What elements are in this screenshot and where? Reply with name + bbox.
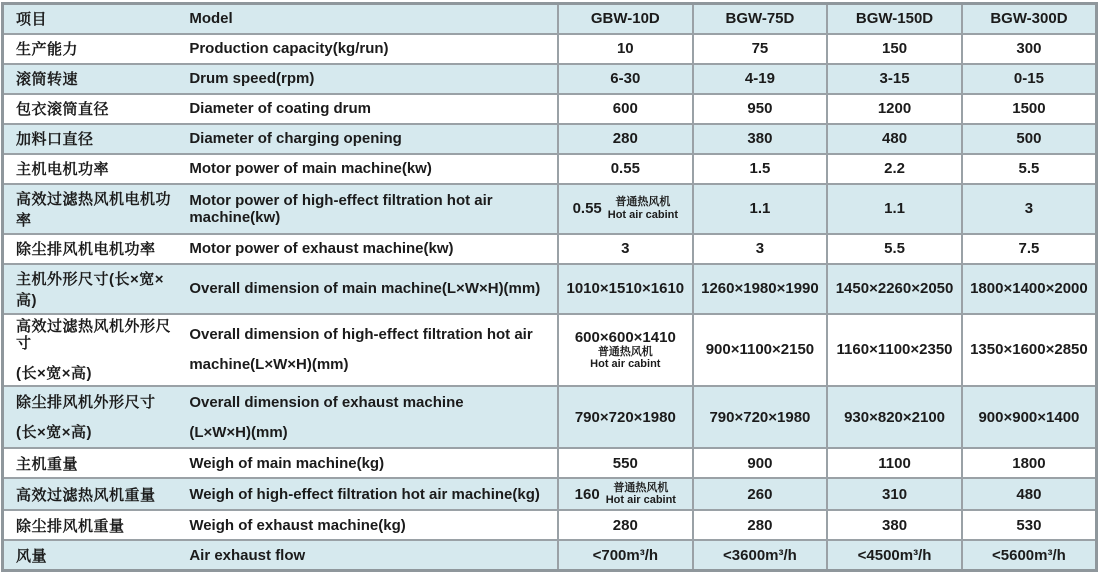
spec-value-cell: 280	[693, 510, 828, 540]
row-label-zh: 滚筒转速	[3, 64, 187, 94]
table-row	[3, 154, 1097, 184]
header-row	[3, 4, 1097, 34]
spec-value-cell: 3-15	[827, 64, 962, 94]
row-label-en: Overall dimension of exhaust machine (L×W×H)(mm)	[186, 386, 558, 448]
spec-value-cell	[558, 478, 693, 510]
spec-value-cell: 1.1	[693, 184, 828, 234]
spec-value-cell: 900	[693, 448, 828, 478]
spec-value-cell: 300	[962, 34, 1097, 64]
spec-value-cell: 900×900×1400	[962, 386, 1097, 448]
spec-value-cell: 500	[962, 124, 1097, 154]
row-label-zh: 高效过滤热风机外形尺寸 (长×宽×高)	[3, 314, 187, 387]
row-label-zh: 除尘排风机电机功率	[3, 234, 187, 264]
col-header-model: Model	[186, 4, 558, 34]
row-label-zh: 高效过滤热风机重量	[3, 478, 187, 510]
spec-value-cell: 1010×1510×1610	[558, 264, 693, 314]
table-row	[3, 448, 1097, 478]
row-label-zh: 除尘排风机外形尺寸 (长×宽×高)	[3, 386, 187, 448]
spec-value-cell: 380	[693, 124, 828, 154]
row-label-en: Air exhaust flow	[186, 540, 558, 570]
spec-value-cell: <3600m³/h	[693, 540, 828, 570]
spec-value-cell: 1260×1980×1990	[693, 264, 828, 314]
row-label-en: Drum speed(rpm)	[186, 64, 558, 94]
spec-value-cell: 1350×1600×2850	[962, 314, 1097, 387]
spec-value-cell: 790×720×1980	[693, 386, 828, 448]
row-label-en: Overall dimension of high-effect filtration hot air machine(L×W×H)(mm)	[186, 314, 558, 387]
spec-value-cell: 1800	[962, 448, 1097, 478]
spec-value-cell: 280	[558, 124, 693, 154]
spec-value-cell: 950	[693, 94, 828, 124]
spec-value-cell: 480	[827, 124, 962, 154]
spec-value-cell: 380	[827, 510, 962, 540]
spec-value-cell: <5600m³/h	[962, 540, 1097, 570]
spec-value-cell: 900×1100×2150	[693, 314, 828, 387]
spec-value-cell: 1800×1400×2000	[962, 264, 1097, 314]
spec-value-cell: 790×720×1980	[558, 386, 693, 448]
spec-value-cell: 1.5	[693, 154, 828, 184]
spec-value-cell: 1200	[827, 94, 962, 124]
col-header-item: 项目	[3, 4, 187, 34]
spec-value-cell: 530	[962, 510, 1097, 540]
spec-value-cell: 75	[693, 34, 828, 64]
col-header-model-4: BGW-300D	[962, 4, 1097, 34]
row-label-zh: 生产能力	[3, 34, 187, 64]
spec-value-cell: 0-15	[962, 64, 1097, 94]
table-row	[3, 234, 1097, 264]
spec-table-body	[3, 34, 1097, 571]
col-header-model-3: BGW-150D	[827, 4, 962, 34]
row-label-en: Weigh of exhaust machine(kg)	[186, 510, 558, 540]
spec-value-cell: 1500	[962, 94, 1097, 124]
table-row	[3, 386, 1097, 448]
value-with-note: 160 普通热风机 Hot air cabint	[574, 482, 676, 507]
hot-air-cabinet-note: 普通热风机 Hot air cabint	[590, 346, 661, 371]
value-with-note: 600×600×1410 普通热风机 Hot air cabint	[563, 329, 688, 370]
spec-value-cell: 0.55	[558, 154, 693, 184]
spec-value-cell: 550	[558, 448, 693, 478]
table-row	[3, 124, 1097, 154]
row-label-zh: 主机电机功率	[3, 154, 187, 184]
table-row	[3, 264, 1097, 314]
row-label-en: Diameter of coating drum	[186, 94, 558, 124]
spec-value-cell: 5.5	[962, 154, 1097, 184]
table-row	[3, 510, 1097, 540]
row-label-en: Motor power of main machine(kw)	[186, 154, 558, 184]
spec-value-cell: 930×820×2100	[827, 386, 962, 448]
row-label-en: Motor power of exhaust machine(kw)	[186, 234, 558, 264]
spec-value-cell: 5.5	[827, 234, 962, 264]
hot-air-cabinet-note: 普通热风机 Hot air cabint	[607, 196, 679, 221]
row-label-zh: 高效过滤热风机电机功率	[3, 184, 187, 234]
spec-value-cell: 600	[558, 94, 693, 124]
spec-value-cell: <4500m³/h	[827, 540, 962, 570]
hot-air-cabinet-note: 普通热风机 Hot air cabint	[605, 482, 676, 507]
spec-table	[1, 2, 1098, 572]
table-row	[3, 94, 1097, 124]
table-row	[3, 64, 1097, 94]
spec-value-cell: 4-19	[693, 64, 828, 94]
spec-value-cell: 6-30	[558, 64, 693, 94]
row-label-zh: 除尘排风机重量	[3, 510, 187, 540]
spec-value-cell: 260	[693, 478, 828, 510]
spec-value-cell: 2.2	[827, 154, 962, 184]
row-label-en: Production capacity(kg/run)	[186, 34, 558, 64]
table-row	[3, 314, 1097, 387]
row-label-zh: 主机外形尺寸(长×宽×高)	[3, 264, 187, 314]
row-label-zh: 加料口直径	[3, 124, 187, 154]
spec-value-cell: 7.5	[962, 234, 1097, 264]
spec-value-cell: 1100	[827, 448, 962, 478]
spec-value-cell: 1160×1100×2350	[827, 314, 962, 387]
table-row	[3, 184, 1097, 234]
spec-value-cell	[558, 184, 693, 234]
spec-value-cell: 1450×2260×2050	[827, 264, 962, 314]
spec-value-cell: 10	[558, 34, 693, 64]
spec-value-cell: 280	[558, 510, 693, 540]
spec-value-cell: 3	[558, 234, 693, 264]
spec-value-cell: 150	[827, 34, 962, 64]
row-label-zh: 主机重量	[3, 448, 187, 478]
col-header-model-2: BGW-75D	[693, 4, 828, 34]
row-label-zh: 包衣滚筒直径	[3, 94, 187, 124]
row-label-en: Diameter of charging opening	[186, 124, 558, 154]
row-label-en: Overall dimension of main machine(L×W×H)(mm)	[186, 264, 558, 314]
row-label-en: Weigh of main machine(kg)	[186, 448, 558, 478]
row-label-en: Weigh of high-effect filtration hot air machine(kg)	[186, 478, 558, 510]
value-with-note: 0.55 普通热风机 Hot air cabint	[572, 196, 679, 221]
spec-value-cell: 310	[827, 478, 962, 510]
row-label-en: Motor power of high-effect filtration hot air machine(kw)	[186, 184, 558, 234]
row-label-zh: 风量	[3, 540, 187, 570]
spec-value-cell: 1.1	[827, 184, 962, 234]
spec-value-cell	[558, 314, 693, 387]
table-row	[3, 34, 1097, 64]
spec-value-cell: <700m³/h	[558, 540, 693, 570]
spec-value-cell: 3	[693, 234, 828, 264]
spec-value-cell: 480	[962, 478, 1097, 510]
table-row	[3, 478, 1097, 510]
col-header-model-1: GBW-10D	[558, 4, 693, 34]
table-row	[3, 540, 1097, 570]
spec-value-cell: 3	[962, 184, 1097, 234]
